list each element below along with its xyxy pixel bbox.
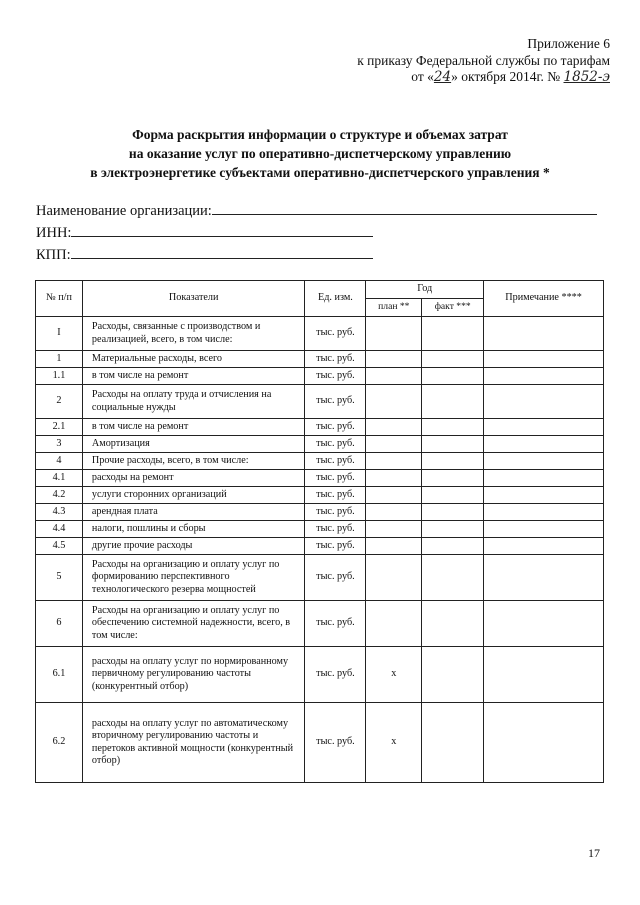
table-row [36,555,604,601]
row-fact[interactable] [422,487,484,504]
header-indicator: Показатели [82,281,305,317]
row-fact[interactable] [422,703,484,783]
header-plan: план ** [366,299,422,317]
table-row [36,385,604,419]
table-row [36,419,604,436]
row-unit: тыс. руб. [305,538,366,555]
row-fact[interactable] [422,470,484,487]
inn-field [36,224,373,242]
row-fact[interactable] [422,351,484,368]
kpp-line[interactable] [71,246,373,259]
row-note[interactable] [484,601,604,647]
title-line-3: в электроэнергетике субъектами оперативно-диспетчерского управления * [90,165,550,180]
table-row [36,470,604,487]
header-fact: факт *** [422,299,484,317]
row-num: 3 [36,436,83,453]
row-num: 4.4 [36,521,83,538]
row-label: расходы на оплату услуг по автоматическому вторичному регулированию частоты и перетоков активной мощности (конкурентный отбор) [82,703,305,783]
row-fact[interactable] [422,436,484,453]
row-unit: тыс. руб. [305,504,366,521]
title-line-1: Форма раскрытия информации о структуре и объемах затрат [132,127,508,142]
row-plan[interactable] [366,555,422,601]
row-num: I [36,317,83,351]
row-label: в том числе на ремонт [82,419,305,436]
row-note[interactable] [484,504,604,521]
row-unit: тыс. руб. [305,453,366,470]
org-name-field [36,202,597,220]
row-label: услуги сторонних организаций [82,487,305,504]
row-num: 2.1 [36,419,83,436]
appendix-order-ref: к приказу Федеральной службы по тарифам [357,52,610,68]
row-fact[interactable] [422,385,484,419]
row-unit: тыс. руб. [305,385,366,419]
row-plan[interactable]: x [366,647,422,703]
date-day: 24 [433,69,452,85]
row-note[interactable] [484,521,604,538]
row-unit: тыс. руб. [305,555,366,601]
row-plan[interactable] [366,521,422,538]
table-row [36,703,604,783]
row-label: другие прочие расходы [82,538,305,555]
kpp-field [36,246,373,264]
row-unit: тыс. руб. [305,317,366,351]
row-plan[interactable] [366,317,422,351]
header-note: Примечание **** [484,281,604,317]
row-plan[interactable] [366,538,422,555]
table-row [36,601,604,647]
org-name-label: Наименование организации: [36,203,212,219]
kpp-label: КПП: [36,247,71,263]
order-number: 1852-э [563,69,610,85]
org-name-line[interactable] [212,202,597,215]
table-row [36,436,604,453]
row-note[interactable] [484,317,604,351]
row-fact[interactable] [422,504,484,521]
inn-line[interactable] [71,224,373,237]
table-row [36,317,604,351]
table-row [36,538,604,555]
row-note[interactable] [484,647,604,703]
row-num: 4.3 [36,504,83,521]
row-note[interactable] [484,555,604,601]
row-unit: тыс. руб. [305,487,366,504]
row-fact[interactable] [422,419,484,436]
row-label: Амортизация [82,436,305,453]
row-fact[interactable] [422,317,484,351]
row-plan[interactable] [366,453,422,470]
row-plan[interactable] [366,368,422,385]
table-row [36,368,604,385]
row-fact[interactable] [422,555,484,601]
row-note[interactable] [484,487,604,504]
row-num: 4.5 [36,538,83,555]
row-plan[interactable]: x [366,703,422,783]
row-label: арендная плата [82,504,305,521]
inn-label: ИНН: [36,225,72,241]
row-unit: тыс. руб. [305,521,366,538]
table-row [36,504,604,521]
row-num: 6.2 [36,703,83,783]
row-fact[interactable] [422,647,484,703]
page-number: 17 [588,846,600,860]
row-label: налоги, пошлины и сборы [82,521,305,538]
row-note[interactable] [484,436,604,453]
row-plan[interactable] [366,487,422,504]
row-label: Расходы на организацию и оплату услуг по обеспечению системной надежности, всего, в том числе: [82,601,305,647]
row-fact[interactable] [422,521,484,538]
row-num: 6.1 [36,647,83,703]
row-plan[interactable] [366,601,422,647]
row-plan[interactable] [366,419,422,436]
row-label: расходы на оплату услуг по нормированному первичному регулированию частоты (конкурентный отбор) [82,647,305,703]
appendix-title: Приложение 6 [527,36,610,51]
row-unit: тыс. руб. [305,601,366,647]
row-label: Прочие расходы, всего, в том числе: [82,453,305,470]
row-unit: тыс. руб. [305,436,366,453]
table-row [36,351,604,368]
date-mid: » октября 2014г. № [451,69,561,84]
row-note[interactable] [484,453,604,470]
row-note[interactable] [484,703,604,783]
appendix-header [310,36,610,86]
appendix-date-line [310,69,610,86]
row-plan[interactable] [366,436,422,453]
title-line-2: на оказание услуг по оперативно-диспетчерскому управлению [128,146,512,161]
row-note[interactable] [484,368,604,385]
row-plan[interactable] [366,351,422,368]
row-note[interactable] [484,351,604,368]
row-num: 4.2 [36,487,83,504]
row-num: 4.1 [36,470,83,487]
row-num: 1.1 [36,368,83,385]
row-unit: тыс. руб. [305,647,366,703]
row-label: Расходы на оплату труда и отчисления на социальные нужды [82,385,305,419]
row-plan[interactable] [366,385,422,419]
table-row [36,647,604,703]
row-num: 6 [36,601,83,647]
row-num: 1 [36,351,83,368]
header-num: № п/п [36,281,83,317]
row-plan[interactable] [366,504,422,521]
row-num: 4 [36,453,83,470]
table-row [36,453,604,470]
row-unit: тыс. руб. [305,368,366,385]
table-row [36,487,604,504]
cost-structure-table [35,280,604,783]
row-note[interactable] [484,419,604,436]
row-num: 2 [36,385,83,419]
row-unit: тыс. руб. [305,470,366,487]
date-prefix: от « [411,69,434,84]
row-plan[interactable] [366,470,422,487]
row-fact[interactable] [422,601,484,647]
form-title [0,125,640,182]
row-fact[interactable] [422,538,484,555]
row-unit: тыс. руб. [305,703,366,783]
row-label: Расходы, связанные с производством и реализацией, всего, в том числе: [82,317,305,351]
row-label: Материальные расходы, всего [82,351,305,368]
row-unit: тыс. руб. [305,351,366,368]
row-note[interactable] [484,470,604,487]
header-unit: Ед. изм. [305,281,366,317]
row-note[interactable] [484,385,604,419]
row-fact[interactable] [422,368,484,385]
row-label: расходы на ремонт [82,470,305,487]
row-unit: тыс. руб. [305,419,366,436]
row-fact[interactable] [422,453,484,470]
row-note[interactable] [484,538,604,555]
row-label: Расходы на организацию и оплату услуг по формированию перспективного технологического резерва мощностей [82,555,305,601]
row-label: в том числе на ремонт [82,368,305,385]
header-year: Год [366,281,484,299]
row-num: 5 [36,555,83,601]
table-row [36,521,604,538]
